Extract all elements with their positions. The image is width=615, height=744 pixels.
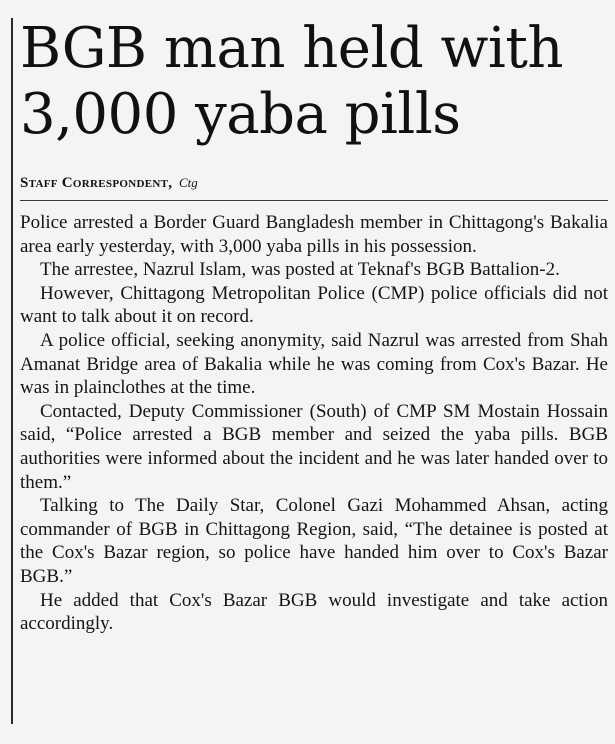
paragraph: However, Chittagong Metropolitan Police (CMP) police officials did not want to talk about it on record. [20,282,608,328]
column-rule [11,18,13,724]
article-body [20,211,608,636]
paragraph: Police arrested a Border Guard Bangladesh member in Chittagong's Bakalia area early yesterday, with 3,000 yaba pills in his possession. [20,212,608,257]
paragraph: Contacted, Deputy Commissioner (South) of CMP SM Mostain Hossain said, “Police arrested a BGB member and seized the yaba pills. BGB authorities were informed about the incident and he was later handed over to them.” [20,400,608,493]
paragraph: Talking to The Daily Star, Colonel Gazi Mohammed Ahsan, acting commander of BGB in Chittagong Region, said, “The detainee is posted at the Cox's Bazar region, so police have handed him over to Cox's Bazar BGB.” [20,495,608,587]
byline-location: Ctg [179,175,198,190]
byline-author: Staff Correspondent, [20,175,173,191]
byline [20,174,198,192]
headline: BGB man held with 3,000 yaba pills [20,16,563,147]
paragraph: A police official, seeking anonymity, said Nazrul was arrested from Shah Amanat Bridge area of Bakalia while he was coming from Cox's Bazar. He was in plainclothes at the time. [20,329,608,399]
paragraph: The arrestee, Nazrul Islam, was posted at Teknaf's BGB Battalion-2. [40,259,560,281]
paragraph: He added that Cox's Bazar BGB would investigate and take action accordingly. [20,589,608,635]
byline-divider [20,200,608,201]
